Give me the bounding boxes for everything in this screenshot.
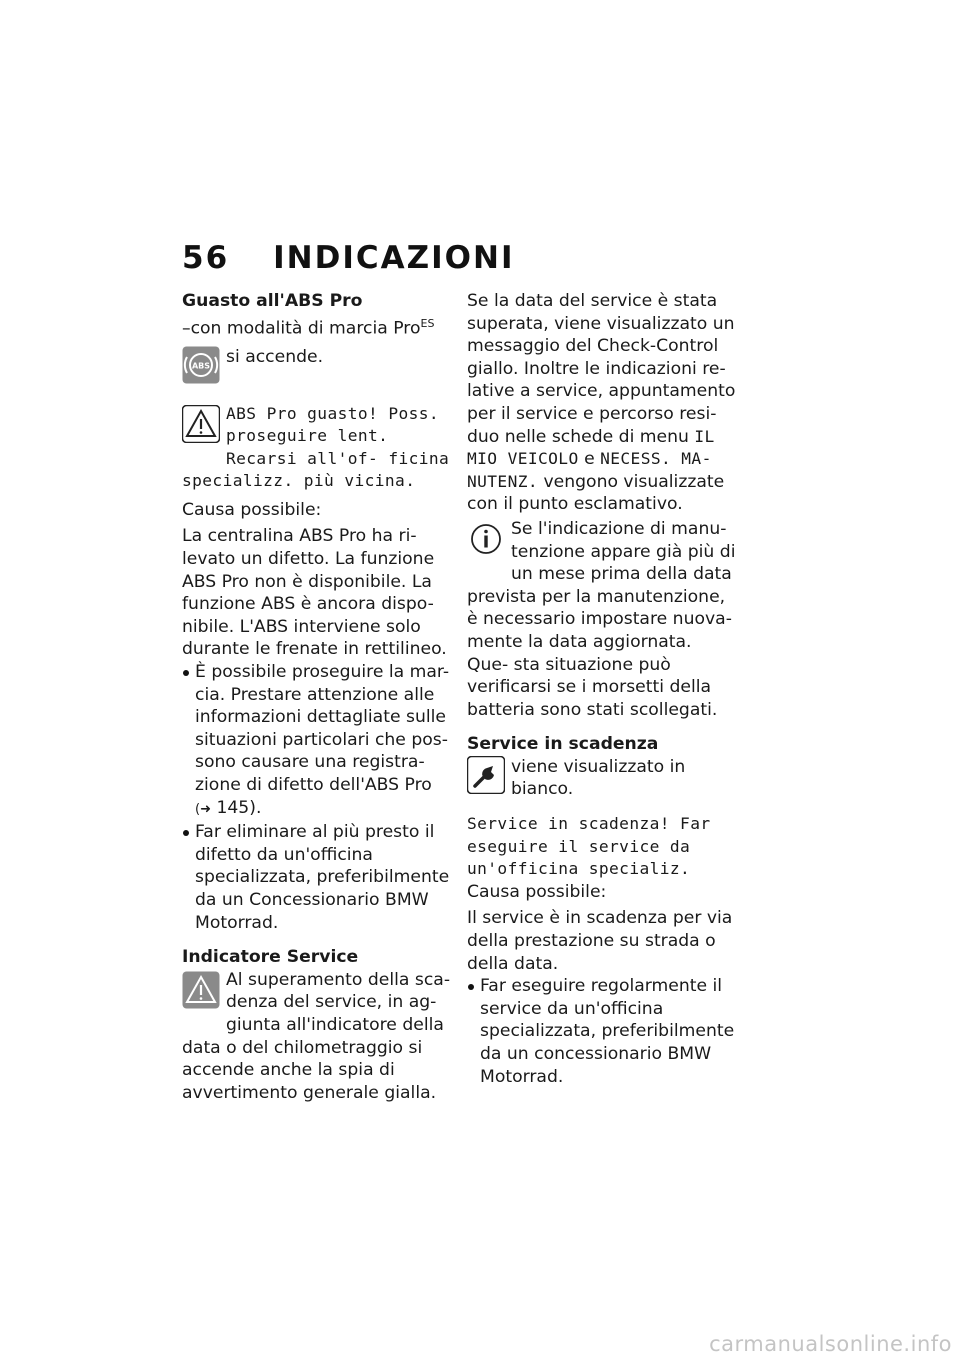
right-column xyxy=(467,290,737,1088)
abs-indicator-row xyxy=(182,346,452,391)
service-overdue-text: Se la data del service è stata superata, viene visualizzato un messaggio del Check-Control giallo. Inoltre le indicazioni re- lative a service, appuntamento per il service e percorso resi- duo nelle schede di menu IL MIO VEICOLO e NECESS. MA- NUTENZ. vengono visualizzate con il punto esclamativo. xyxy=(467,291,736,515)
superscript-es: ES xyxy=(420,316,435,330)
service-indicator-text: Al superamento della sca- denza del service, in ag- giunta all'indicatore della data o del chilometraggio si accende anche la spia di avvertimento generale gialla. xyxy=(182,969,451,1103)
abs-fault-heading: Guasto all'ABS Pro xyxy=(182,291,363,311)
abs-indicator-text: si accende. xyxy=(226,346,324,367)
abs-cause-text: La centralina ABS Pro ha ri- levato un difetto. La funzione ABS Pro non è disponibile. La funzione ABS è ancora dispo- nibile. L'ABS interviene solo durante le frenate in rettilineo. xyxy=(182,526,447,660)
svg-text:ABS: ABS xyxy=(191,361,211,371)
service-due-cause-text: Il service è in scadenza per via della prestazione su strada o della data. xyxy=(467,908,733,974)
page-header xyxy=(182,240,514,276)
abs-warning-message: ABS Pro guasto! Poss. proseguire lent. Recarsi all'of- ficina specializz. più vicina. xyxy=(182,403,450,491)
general-warning-icon xyxy=(182,971,220,1016)
abs-warning-message-block xyxy=(182,403,452,493)
service-due-indicator-text: viene visualizzato in bianco. xyxy=(511,756,686,800)
list-item: È possibile proseguire la mar- cia. Prestare attenzione alle informazioni dettagliate sulle situazioni particolari che pos- sono causare una registra- zione di difetto dell'ABS Pro (➜ 145). xyxy=(182,661,452,821)
abs-cause-label: Causa possibile: xyxy=(182,499,322,520)
service-due-message: Service in scadenza! Far eseguire il service da un'officina specializ. xyxy=(467,814,711,879)
service-indicator-block xyxy=(182,969,452,1105)
warning-triangle-icon xyxy=(182,405,220,450)
service-due-indicator-row xyxy=(467,756,737,801)
info-icon xyxy=(467,520,505,565)
page-reference-arrow-icon: (➜ xyxy=(195,801,211,817)
abs-action-list xyxy=(182,661,452,934)
info-note-text: Se l'indicazione di manu- tenzione appare già più di un mese prima della data prevista per la manutenzione, è necessario impostare nuova- mente la data aggiornata. Que- sta situazione può verificarsi se i morsetti della batteria sono stati scollegati. xyxy=(467,518,736,720)
service-indicator-heading: Indicatore Service xyxy=(182,947,359,968)
menu-name-service-required: NECESS. MA- NUTENZ. xyxy=(467,449,712,491)
wrench-icon xyxy=(467,756,505,801)
page-title: INDICAZIONI xyxy=(273,240,515,276)
page-reference[interactable]: 145). xyxy=(216,797,262,818)
list-item: Far eliminare al più presto il difetto da un'officina specializzata, preferibilmente da un Concessionario BMW Motorrad. xyxy=(182,821,452,934)
page-number: 56 xyxy=(182,240,230,276)
info-note-block xyxy=(467,518,737,721)
service-due-heading: Service in scadenza xyxy=(467,734,659,755)
watermark: carmanualsonline.info xyxy=(709,1332,952,1356)
list-item: Far eseguire regolarmente il service da un'officina specializzata, preferibilmente da un concessionario BMW Motorrad. xyxy=(467,975,737,1088)
abs-fault-subheading: –con modalità di marcia Pro$^{ES}$ xyxy=(182,316,435,339)
service-due-action-list xyxy=(467,975,737,1088)
abs-indicator-icon xyxy=(182,346,220,391)
menu-name-my-vehicle: IL MIO VEICOLO xyxy=(467,426,715,469)
service-due-cause-label: Causa possibile: xyxy=(467,881,607,902)
left-column xyxy=(182,290,452,1104)
